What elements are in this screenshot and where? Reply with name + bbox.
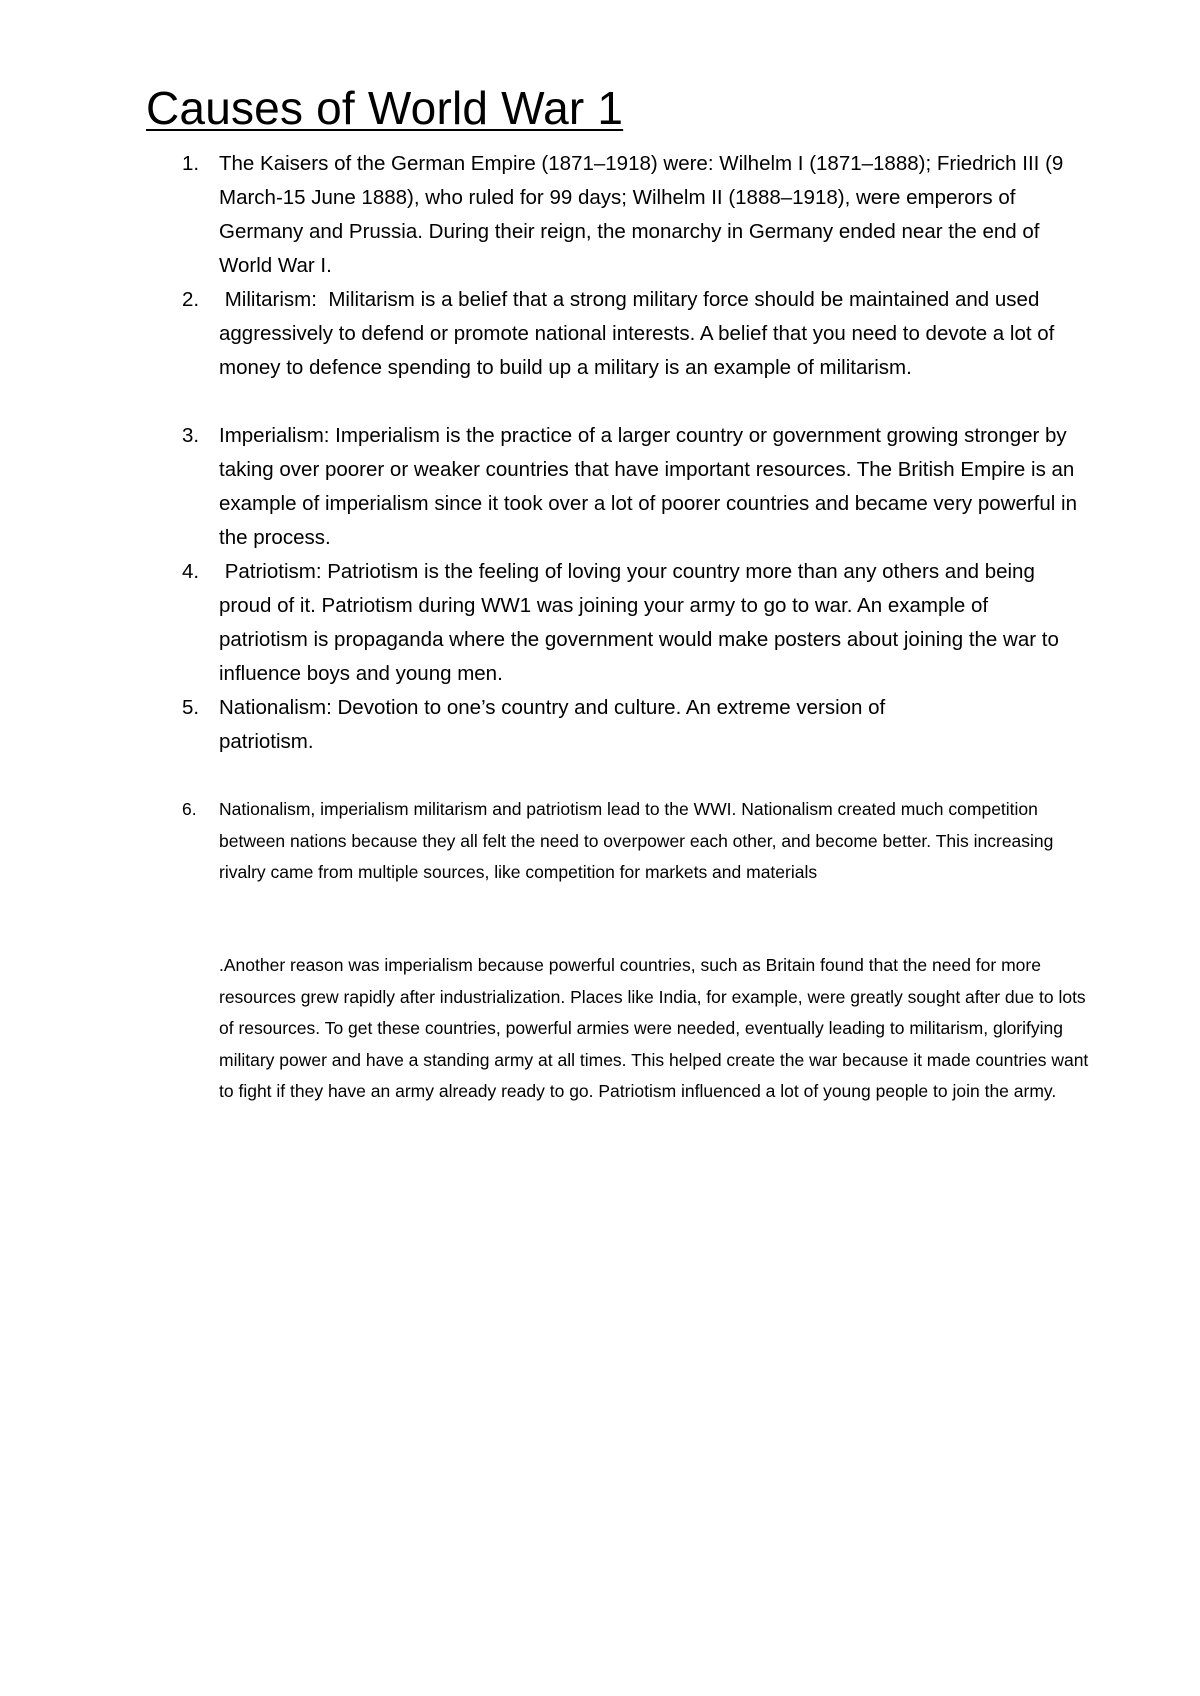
list-item-text: Nationalism: Devotion to one’s country and culture. An extreme version of patriotism.: [219, 696, 886, 753]
list-item-number: 3.: [182, 424, 200, 447]
list-item-text: The Kaisers of the German Empire (1871–1918) were: Wilhelm I (1871–1888); Friedrich III (9 March-15 June 1888), who ruled for 99 days; Wilhelm II (1888–1918), were emperors of Germany and Prussia. During their reign, the monarchy in Germany ended near the end of World War I.: [219, 152, 1064, 277]
list-item-number: 1.: [182, 152, 200, 175]
list-item-text: Patriotism: Patriotism is the feeling of loving your country more than any others and being proud of it. Patriotism during WW1 was joining your army to go to war. An example of patriotism is propaganda where the government would make posters about joining the war to influence boys and young men.: [219, 560, 1065, 685]
page-title: Causes of World War 1: [146, 82, 624, 134]
list-item-number: 2.: [182, 288, 200, 311]
list-item-number: 6.: [182, 799, 197, 819]
list-item-number: 4.: [182, 560, 200, 583]
list-item-text: Imperialism: Imperialism is the practice of a larger country or government growing stronger by taking over poorer or weaker countries that have important resources. The British Empire is an example of imperialism since it took over a lot of poorer countries and became very powerful in the process.: [219, 424, 1077, 549]
list-item-number: 5.: [182, 696, 200, 719]
body-paragraph: .Another reason was imperialism because powerful countries, such as Britain found that the need for more resources grew rapidly after industrialization. Places like India, for example, were greatly sought after due to lots of resources. To get these countries, powerful armies were needed, eventually leading to militarism, glorifying military power and have a standing army at all times. This helped create the war because it made countries want to fight if they have an army already ready to go. Patriotism influenced a lot of young people to join the army.: [219, 955, 1089, 1101]
list-item-text: Nationalism, imperialism militarism and patriotism lead to the WWI. Nationalism created much competition between nations because they all felt the need to overpower each other, and become better. This increasing rivalry came from multiple sources, like competition for markets and materials: [219, 799, 1054, 882]
list-item-text: Militarism: Militarism is a belief that a strong military force should be maintained and used aggressively to defend or promote national interests. A belief that you need to devote a lot of money to defence spending to build up a military is an example of militarism.: [219, 288, 1061, 379]
